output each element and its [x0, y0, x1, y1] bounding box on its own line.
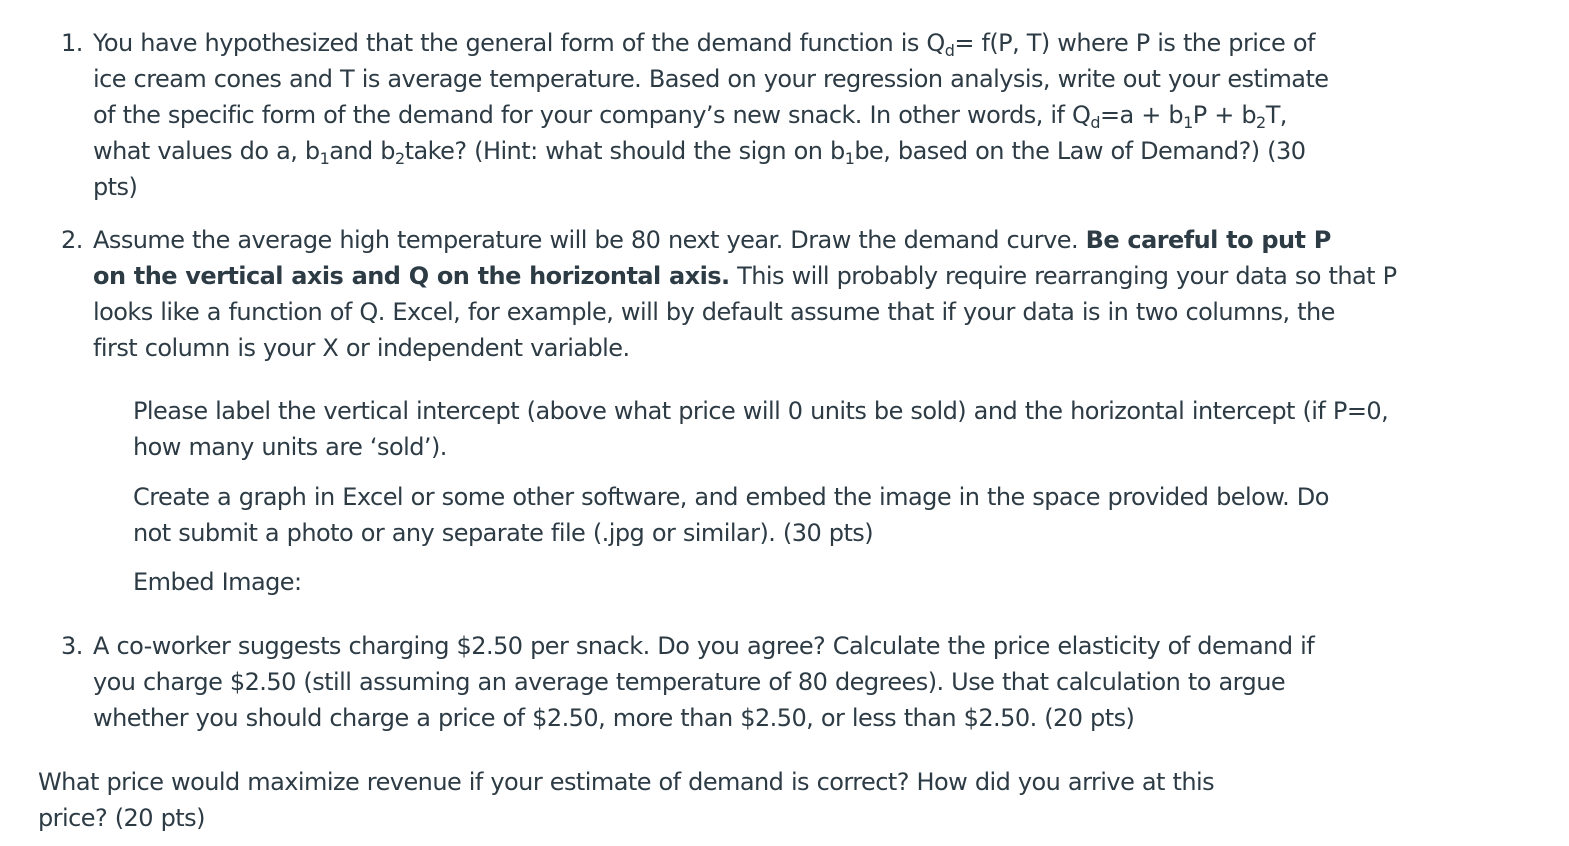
- question-1-line-1: You have hypothesized that the general form of the demand function is $Q_d= f(P$, T) where P is the price of: [93, 29, 1315, 60]
- question-3: [61, 628, 1513, 736]
- question-2-line-2: on the vertical axis and Q on the horizontal axis. This will probably require rearranging your data so that P: [93, 262, 1397, 290]
- question-2-graph-instructions: Create a graph in Excel or some other software, and embed the image in the space provided below. Do not submit a photo or any separate file (.jpg or similar). (30 pts): [133, 483, 1329, 547]
- question-3-line-2: you charge $2.50 (still assuming an average temperature of 80 degrees). Use that calculation to argue: [93, 668, 1286, 696]
- question-4: [38, 764, 1438, 836]
- question-1-line-2: ice cream cones and T is average temperature. Based on your regression analysis, write out your estimate: [93, 65, 1329, 93]
- question-3-line-3: whether you should charge a price of $2.50, more than $2.50, or less than $2.50. (20 pts): [93, 704, 1135, 732]
- question-4-line-1: What price would maximize revenue if your estimate of demand is correct? How did you arrive at this: [38, 768, 1215, 796]
- embed-image-label: Embed Image:: [133, 568, 302, 596]
- question-4-line-2: price? (20 pts): [38, 804, 205, 832]
- question-2-label-instructions: Please label the vertical intercept (above what price will 0 units be sold) and the horizontal intercept (if P=0, how many units are ‘sold’).: [133, 397, 1389, 461]
- question-1: [61, 25, 1513, 205]
- question-2-line-4: first column is your X or independent variable.: [93, 334, 630, 362]
- question-1-number: 1.: [61, 29, 83, 57]
- question-3-number: 3.: [61, 632, 83, 660]
- question-2: [61, 222, 1513, 366]
- question-1-line-5: pts): [93, 173, 138, 201]
- question-3-line-1: A co-worker suggests charging $2.50 per snack. Do you agree? Calculate the price elasticity of demand if: [93, 632, 1315, 660]
- question-2-line-3: looks like a function of Q. Excel, for example, will by default assume that if your data is in two columns, the: [93, 298, 1335, 326]
- question-1-line-3: of the specific form of the demand for your company’s new snack. In other words, if $Q_d=a + b_1P + b_2T$,: [93, 101, 1287, 132]
- question-1-line-4: what values do a, $b_1and$ $b_2take$? (Hint: what should the sign on $b_1be$, based on the Law of Demand?) (30: [93, 137, 1306, 168]
- question-2-number: 2.: [61, 226, 83, 254]
- question-2-line-1: Assume the average high temperature will be 80 next year. Draw the demand curve. Be careful to put P: [93, 226, 1331, 254]
